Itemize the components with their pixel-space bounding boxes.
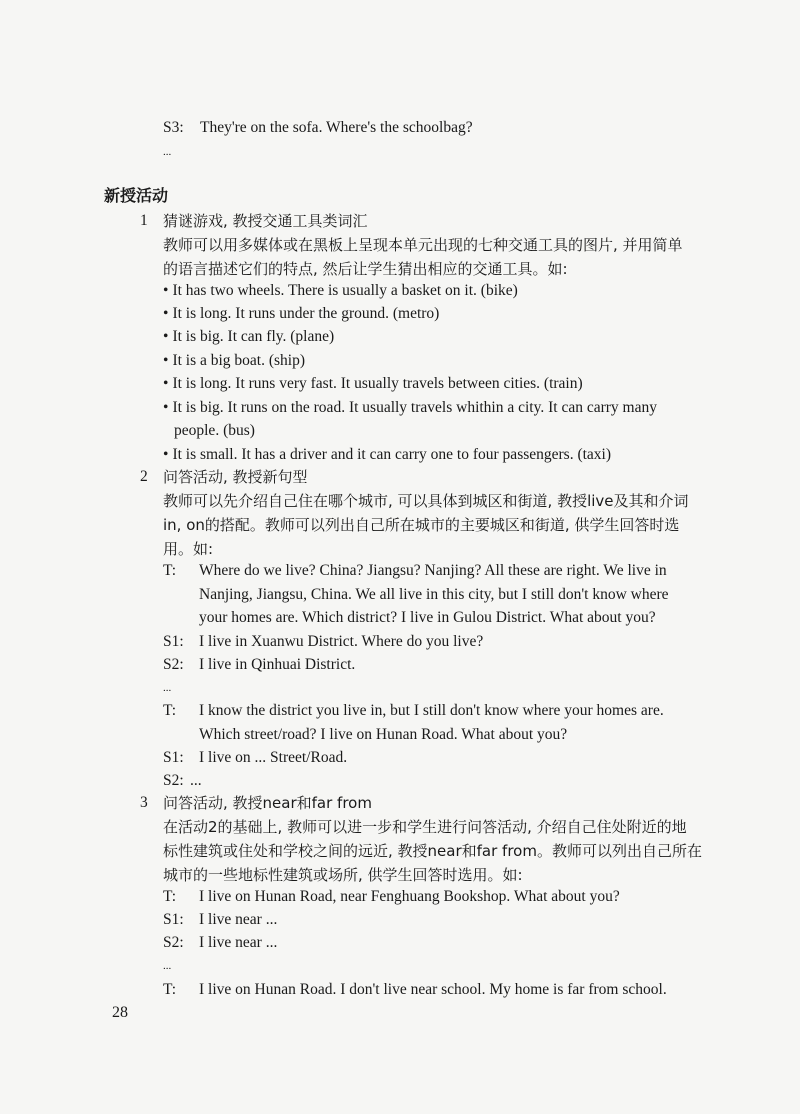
activity-description: 的语言描述它们的特点, 然后让学生猜出相应的交通工具。如: — [163, 260, 568, 278]
dialogue-line: I live on Hunan Road. I don't live near school. My home is far from school. — [199, 981, 667, 998]
dialogue-line: I live near ... — [199, 911, 278, 928]
list-item: • It is big. It can fly. (plane) — [163, 327, 334, 347]
activity-description: in, on的搭配。教师可以列出自己所在城市的主要城区和街道, 供学生回答时选 — [163, 516, 680, 534]
page-number: 28 — [112, 1004, 128, 1021]
speaker-s2: S2: — [163, 934, 184, 951]
speaker-s1: S1: — [163, 911, 184, 928]
section-title: 新授活动 — [104, 186, 169, 205]
activity-number: 2 — [140, 468, 148, 485]
activity-description: 城市的一些地标性建筑或场所, 供学生回答时选用。如: — [163, 866, 523, 884]
list-item: • It is long. It runs under the ground. (metro) — [163, 304, 439, 324]
list-item: • It is small. It has a driver and it can carry one to four passengers. (taxi) — [163, 445, 611, 465]
activity-description: 教师可以先介绍自己住在哪个城市, 可以具体到城区和街道, 教授live及其和介词 — [163, 492, 689, 510]
speaker-s1: S1: — [163, 749, 184, 766]
speaker-s2: S2: — [163, 772, 184, 789]
speaker-t: T: — [163, 702, 177, 719]
dialogue-line: Where do we live? China? Jiangsu? Nanjing? All these are right. We live in — [199, 562, 667, 579]
speaker-t: T: — [163, 888, 177, 905]
activity-number: 1 — [140, 212, 148, 229]
list-item: • It is a big boat. (ship) — [163, 351, 305, 371]
list-item-continuation: people. (bus) — [174, 422, 255, 439]
activity-description: 在活动2的基础上, 教师可以进一步和学生进行问答活动, 介绍自己住处附近的地 — [163, 818, 687, 836]
dialogue-line: They're on the sofa. Where's the schoolbag? — [200, 119, 473, 136]
dialogue-line: I know the district you live in, but I still don't know where your homes are. — [199, 702, 664, 719]
ellipsis: ... — [163, 960, 172, 972]
activity-title: 问答活动, 教授near和far from — [163, 794, 372, 812]
dialogue-line: ... — [190, 772, 202, 789]
dialogue-line: I live on Hunan Road, near Fenghuang Bookshop. What about you? — [199, 888, 620, 905]
activity-title: 猜谜游戏, 教授交通工具类词汇 — [163, 212, 368, 230]
activity-description: 标性建筑或住处和学校之间的远近, 教授near和far from。教师可以列出自己所在 — [163, 842, 702, 860]
speaker-s3: S3: — [163, 119, 184, 136]
dialogue-line: Which street/road? I live on Hunan Road. What about you? — [199, 726, 568, 743]
ellipsis: ... — [163, 146, 172, 158]
list-item: • It is big. It runs on the road. It usually travels whithin a city. It can carry many — [163, 398, 657, 418]
dialogue-line: I live in Xuanwu District. Where do you live? — [199, 633, 484, 650]
activity-description: 用。如: — [163, 540, 214, 558]
dialogue-line: I live near ... — [199, 934, 278, 951]
speaker-t: T: — [163, 562, 177, 579]
activity-description: 教师可以用多媒体或在黑板上呈现本单元出现的七种交通工具的图片, 并用简单 — [163, 236, 683, 254]
dialogue-line: I live in Qinhuai District. — [199, 656, 356, 673]
speaker-s2: S2: — [163, 656, 184, 673]
dialogue-line: I live on ... Street/Road. — [199, 749, 348, 766]
activity-number: 3 — [140, 794, 148, 811]
list-item: • It has two wheels. There is usually a basket on it. (bike) — [163, 281, 518, 301]
list-item: • It is long. It runs very fast. It usually travels between cities. (train) — [163, 374, 583, 394]
dialogue-line: your homes are. Which district? I live in Gulou District. What about you? — [199, 609, 656, 626]
speaker-t: T: — [163, 981, 177, 998]
dialogue-line: Nanjing, Jiangsu, China. We all live in this city, but I still don't know where — [199, 586, 669, 603]
speaker-s1: S1: — [163, 633, 184, 650]
ellipsis: ... — [163, 682, 172, 694]
activity-title: 问答活动, 教授新句型 — [163, 468, 308, 486]
